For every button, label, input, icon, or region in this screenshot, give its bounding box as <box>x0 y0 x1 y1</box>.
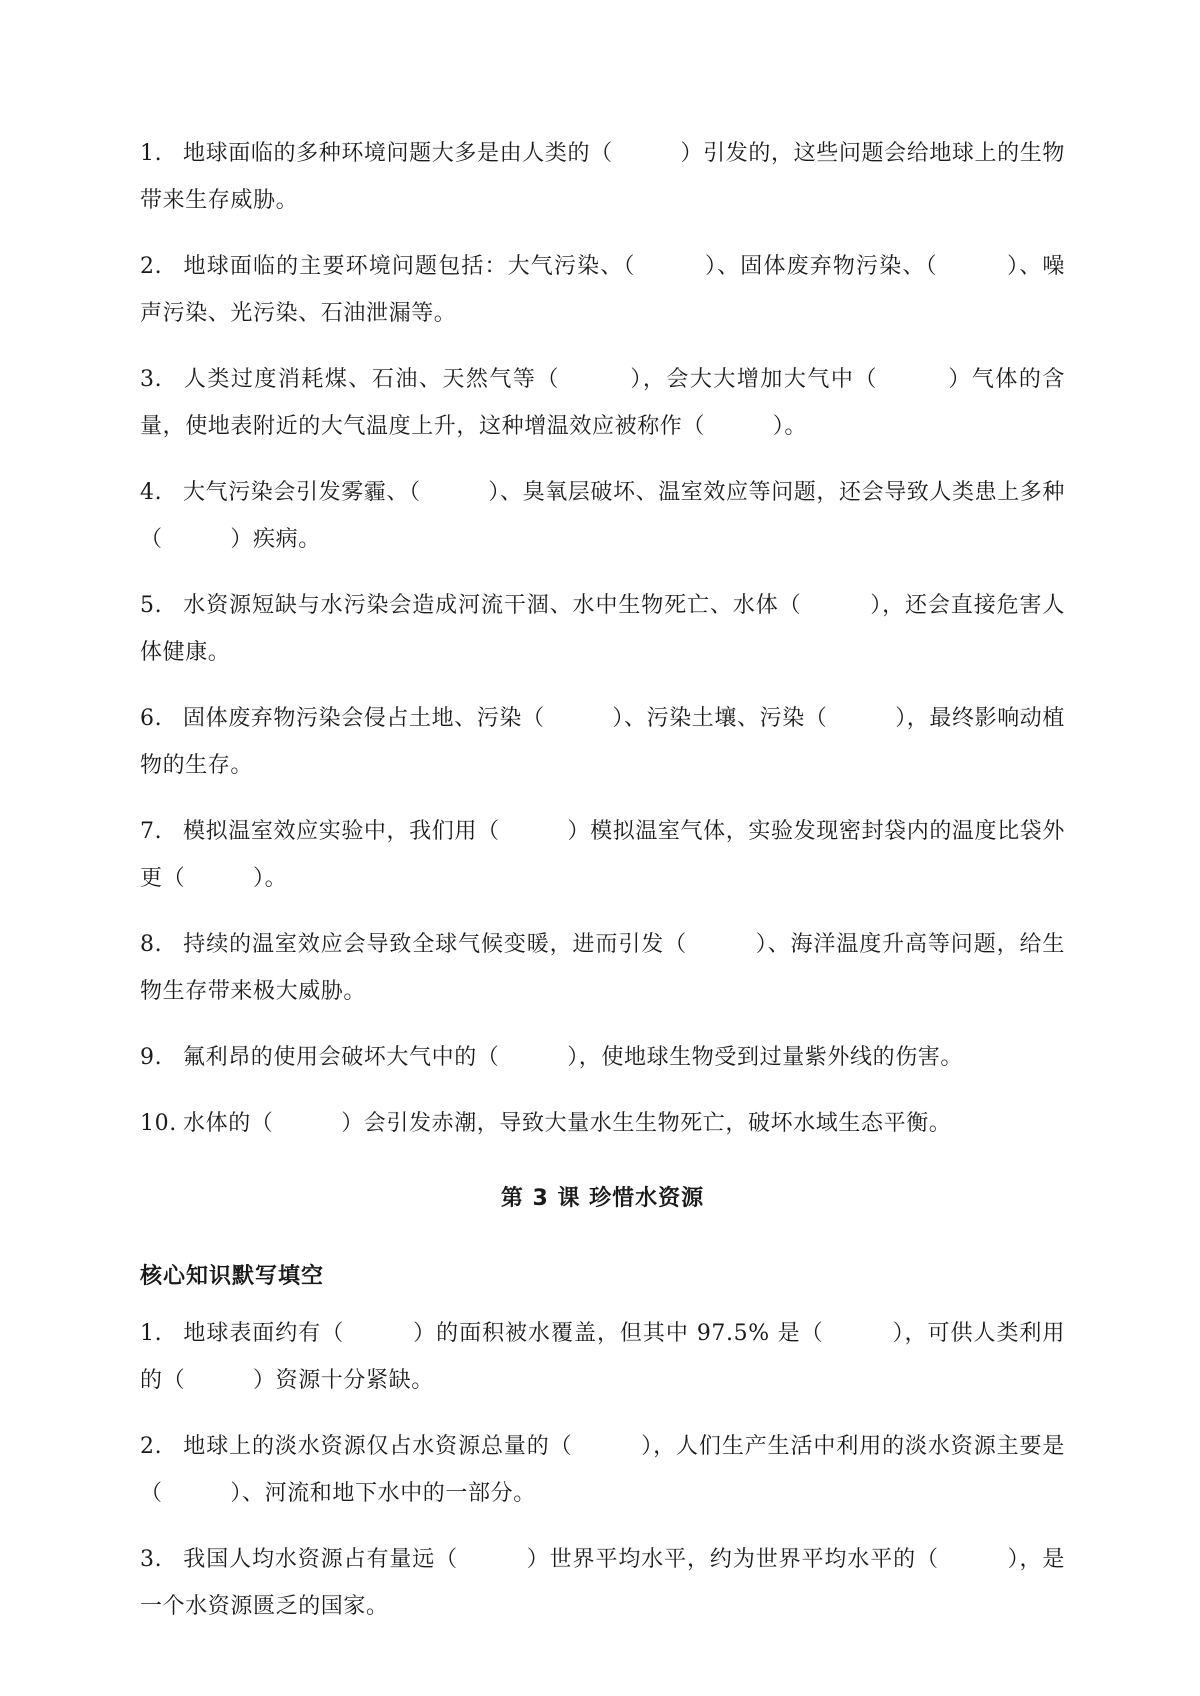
question-text: 氟利昂的使用会破坏大气中的（ ），使地球生物受到过量紫外线的伤害。 <box>183 1045 964 1070</box>
question-number: 2. <box>140 254 163 279</box>
section-heading: 核心知识默写填空 <box>140 1264 325 1289</box>
question-text: 地球上的淡水资源仅占水资源总量的（ ），人们生产生活中利用的淡水资源主要是（ ）、河流和地下水中的一部分。 <box>140 1434 1065 1506</box>
question-item <box>140 130 1065 224</box>
question-item <box>140 1423 1065 1517</box>
question-text: 我国人均水资源占有量远（ ）世界平均水平，约为世界平均水平的（ ），是一个水资源匮乏的国家。 <box>140 1547 1065 1619</box>
question-number: 7. <box>140 819 163 844</box>
question-list-environment <box>140 130 1065 1147</box>
question-number: 8. <box>140 932 163 957</box>
question-number: 2. <box>140 1434 163 1459</box>
question-text: 人类过度消耗煤、石油、天然气等（ ），会大大增加大气中（ ）气体的含量，使地表附近的大气温度上升，这种增温效应被称作（ ）。 <box>140 367 1065 439</box>
question-item <box>140 1100 1065 1147</box>
question-text: 水资源短缺与水污染会造成河流干涸、水中生物死亡、水体（ ），还会直接危害人体健康。 <box>140 593 1065 665</box>
question-item <box>140 921 1065 1015</box>
question-number: 4. <box>140 480 163 505</box>
lesson-title: 第 3 课 珍惜水资源 <box>500 1186 705 1211</box>
question-text: 地球表面约有（ ）的面积被水覆盖，但其中 97.5% 是（ ），可供人类利用的（ ）资源十分紧缺。 <box>140 1321 1065 1393</box>
question-item <box>140 356 1065 450</box>
question-number: 10. <box>140 1111 177 1136</box>
question-item <box>140 808 1065 902</box>
question-item <box>140 1536 1065 1630</box>
question-number: 6. <box>140 706 163 731</box>
question-list-water <box>140 1310 1065 1630</box>
question-text: 地球面临的多种环境问题大多是由人类的（ ）引发的，这些问题会给地球上的生物带来生存威胁。 <box>140 141 1065 213</box>
question-number: 5. <box>140 593 163 618</box>
question-number: 1. <box>140 1321 163 1346</box>
question-item <box>140 1310 1065 1404</box>
question-item <box>140 243 1065 337</box>
question-number: 3. <box>140 1547 163 1572</box>
question-number: 3. <box>140 367 163 392</box>
document-content <box>140 130 1065 1649</box>
question-number: 1. <box>140 141 163 166</box>
question-item <box>140 695 1065 789</box>
question-text: 固体废弃物污染会侵占土地、污染（ ）、污染土壤、污染（ ），最终影响动植物的生存。 <box>140 706 1066 778</box>
question-text: 水体的（ ）会引发赤潮，导致大量水生生物死亡，破坏水域生态平衡。 <box>183 1111 952 1136</box>
question-text: 持续的温室效应会导致全球气候变暖，进而引发（ ）、海洋温度升高等问题，给生物生存带来极大威胁。 <box>140 932 1065 1004</box>
question-item <box>140 1034 1065 1081</box>
question-item <box>140 469 1065 563</box>
question-item <box>140 582 1065 676</box>
question-number: 9. <box>140 1045 163 1070</box>
question-text: 大气污染会引发雾霾、（ ）、臭氧层破坏、温室效应等问题，还会导致人类患上多种（ ）疾病。 <box>140 480 1066 552</box>
question-text: 地球面临的主要环境问题包括：大气污染、（ ）、固体废弃物污染、（ ）、噪声污染、光污染、石油泄漏等。 <box>140 254 1065 326</box>
question-text: 模拟温室效应实验中，我们用（ ）模拟温室气体，实验发现密封袋内的温度比袋外更（ ）。 <box>140 819 1065 891</box>
